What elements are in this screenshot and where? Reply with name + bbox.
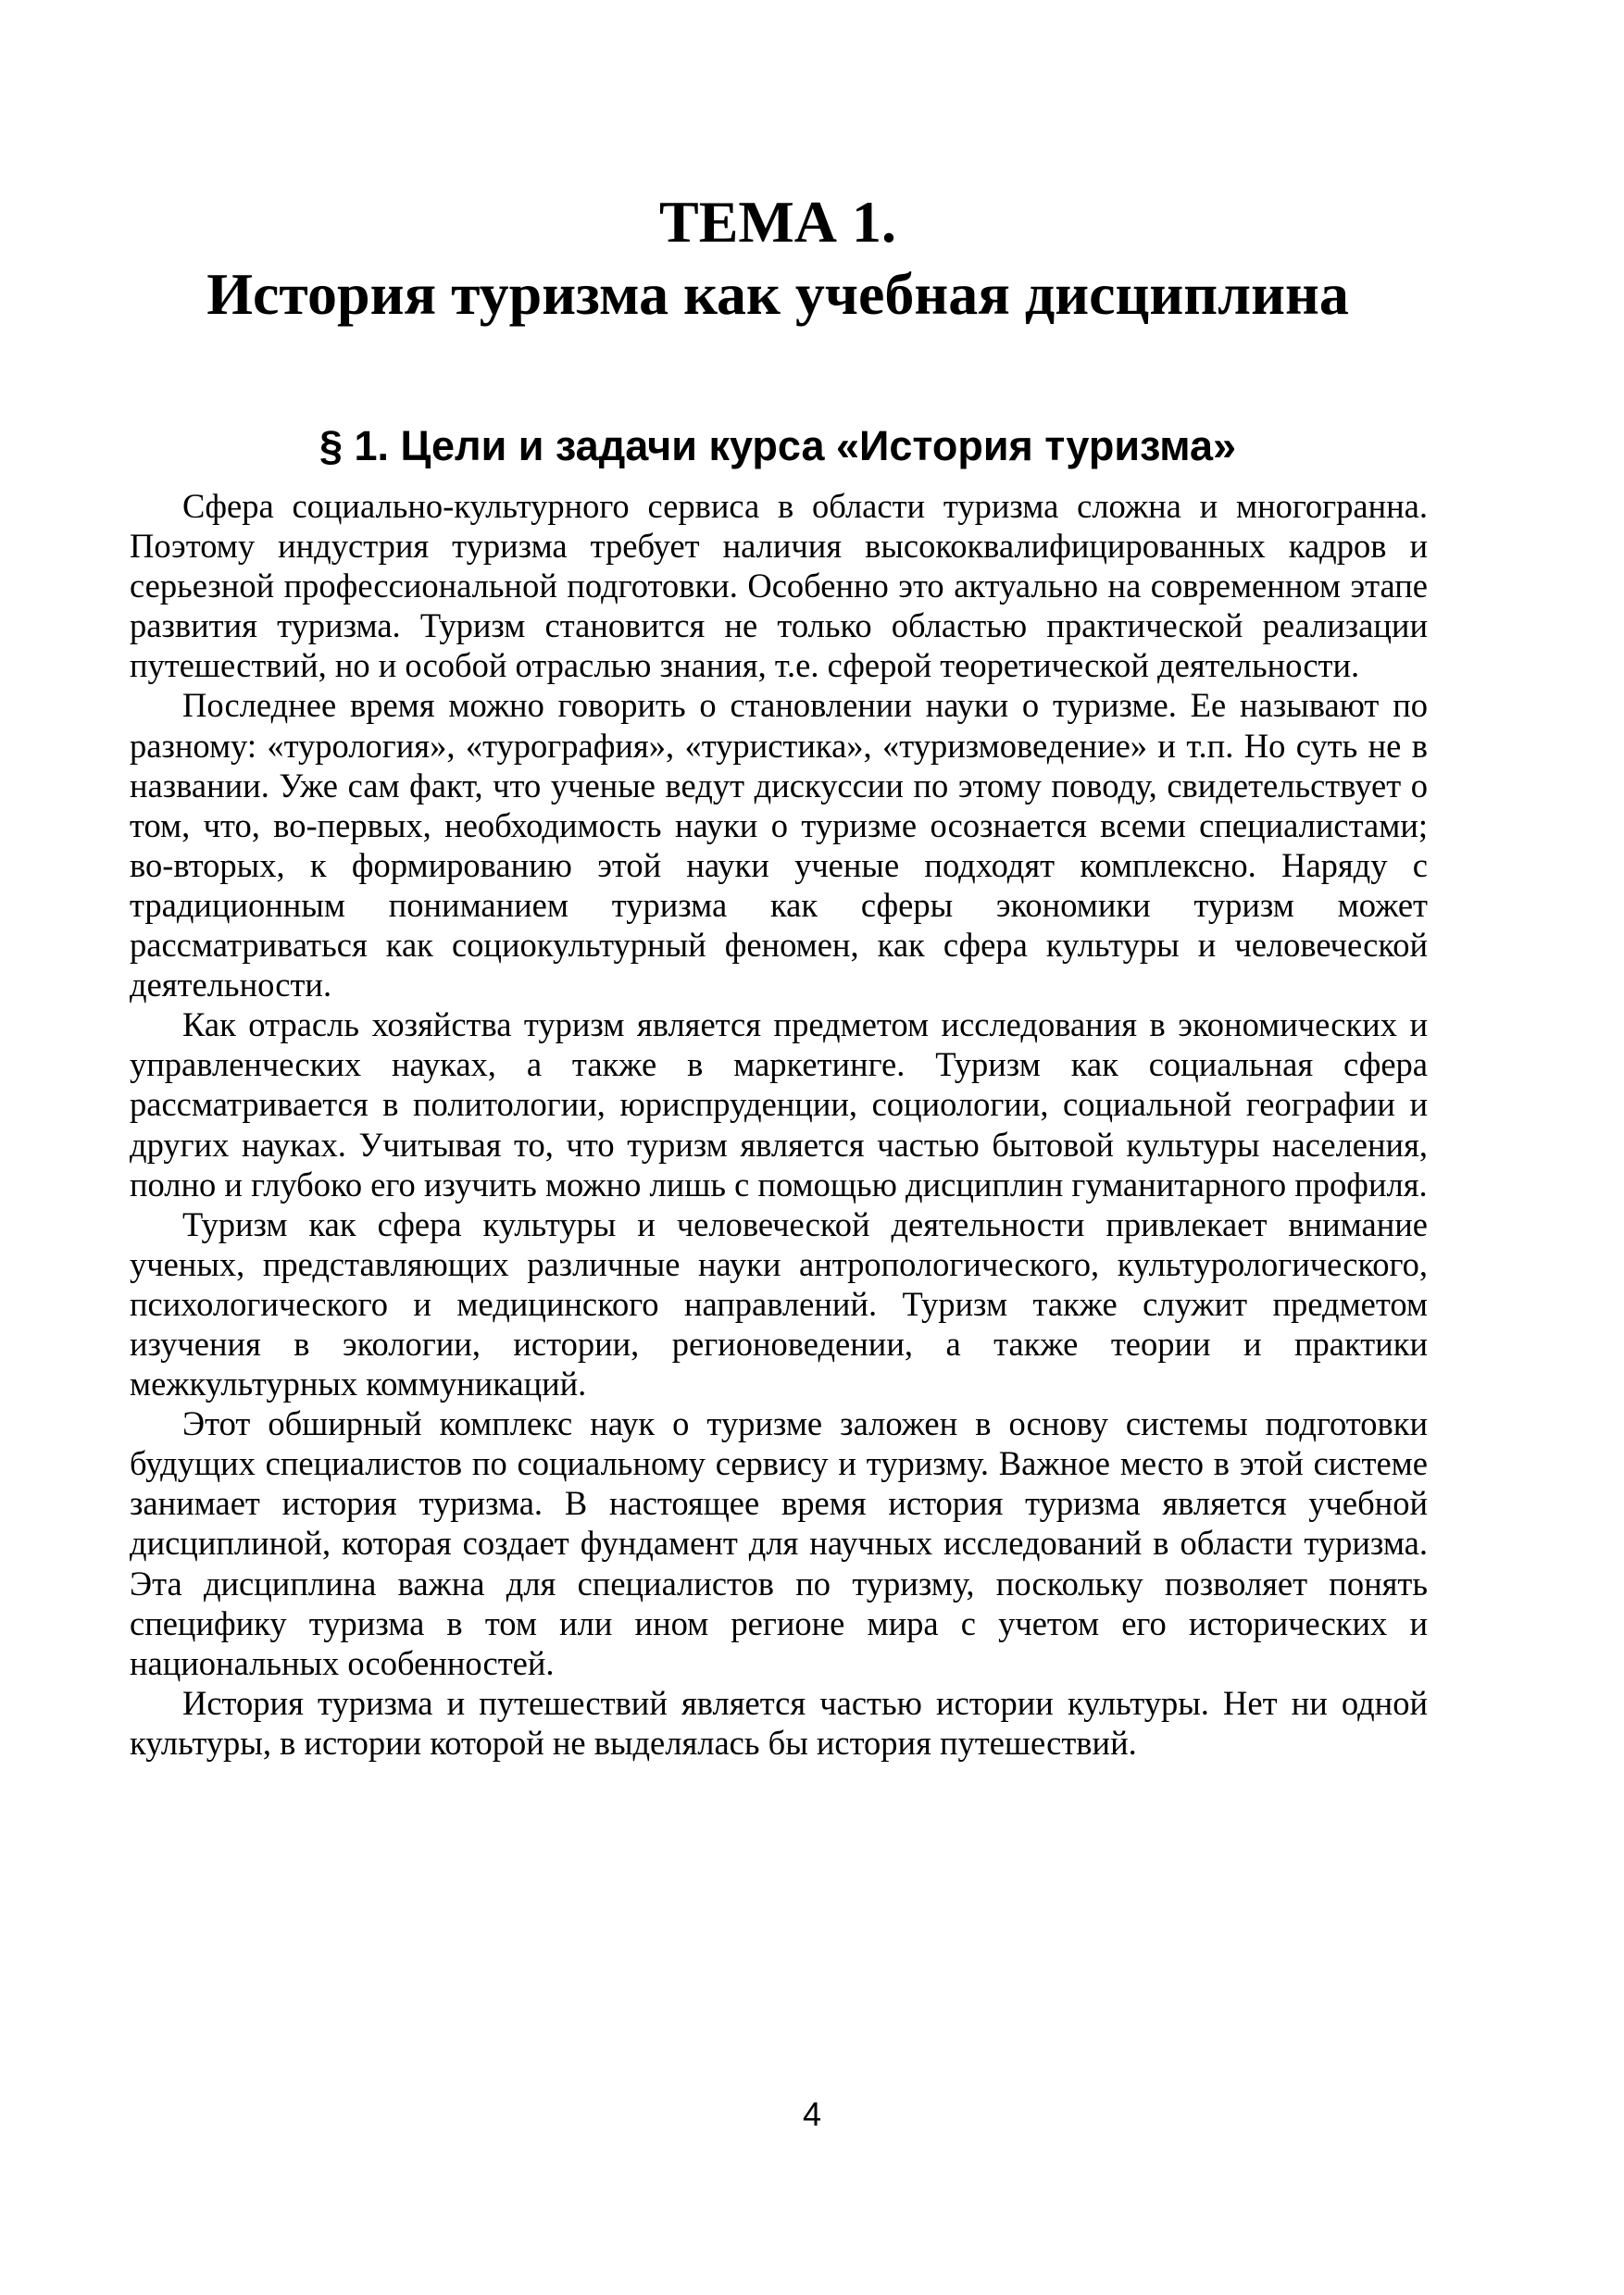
paragraph-6: История туризма и путешествий является частью истории культуры. Нет ни одной культуры, в истории которой не выделялась бы история путешествий. xyxy=(130,1683,1428,1762)
chapter-number: ТЕМА 1. xyxy=(659,189,896,255)
section-title: § 1. Цели и задачи курса «История туризма» xyxy=(319,422,1237,469)
paragraph-1: Сфера социально-культурного сервиса в области туризма сложна и многогранна. Поэтому индустрия туризма требует наличия высококвалифицированных кадров и серьезной профессиональной подготовки. Особенно это актуально на современном этапе развития туризма. Туризм становится не только областью практической реализации путешествий, но и особой отраслью знания, т.е. сферой теоретической деятельности. xyxy=(130,487,1428,685)
paragraph-5: Этот обширный комплекс наук о туризме заложен в основу системы подготовки будущих специалистов по социальному сервису и туризму. Важное место в этой системе занимает история туризма. В настоящее время история туризма является учебной дисциплиной, которая создает фундамент для научных исследований в области туризма. Эта дисциплина важна для специалистов по туризму, поскольку позволяет понять специфику туризма в том или ином регионе мира с учетом его исторических и национальных особенностей. xyxy=(130,1404,1428,1682)
body-text xyxy=(130,486,1428,1763)
page-number: 4 xyxy=(802,2095,822,2133)
paragraph-4: Туризм как сфера культуры и человеческой деятельности привлекает внимание ученых, представляющих различные науки антропологического, культурологического, психологического и медицинского направлений. Туризм также служит предметом изучения в экологии, истории, регионоведении, а также теории и практики межкультурных коммуникаций. xyxy=(130,1204,1428,1403)
paragraph-2: Последнее время можно говорить о становлении науки о туризме. Ее называют по разному: «турология», «турография», «туристика», «туризмоведение» и т.п. Но суть не в названии. Уже сам факт, что ученые ведут дискуссии по этому поводу, свидетельствует о том, что, во-первых, необходимость науки о туризме осознается всеми специалистами; во-вторых, к формированию этой науки ученые подходят комплексно. Наряду с традиционным пониманием туризма как сферы экономики туризм может рассматриваться как социокультурный феномен, как сфера культуры и человеческой деятельности. xyxy=(130,686,1428,1004)
chapter-title: История туризма как учебная дисциплина xyxy=(206,261,1349,327)
paragraph-3: Как отрасль хозяйства туризм является предметом исследования в экономических и управленческих науках, а также в маркетинге. Туризм как социальная сфера рассматривается в политологии, юриспруденции, социологии, социальной географии и других науках. Учитывая то, что туризм является частью бытовой культуры населения, полно и глубоко его изучить можно лишь с помощью дисциплин гуманитарного профиля. xyxy=(130,1005,1428,1204)
